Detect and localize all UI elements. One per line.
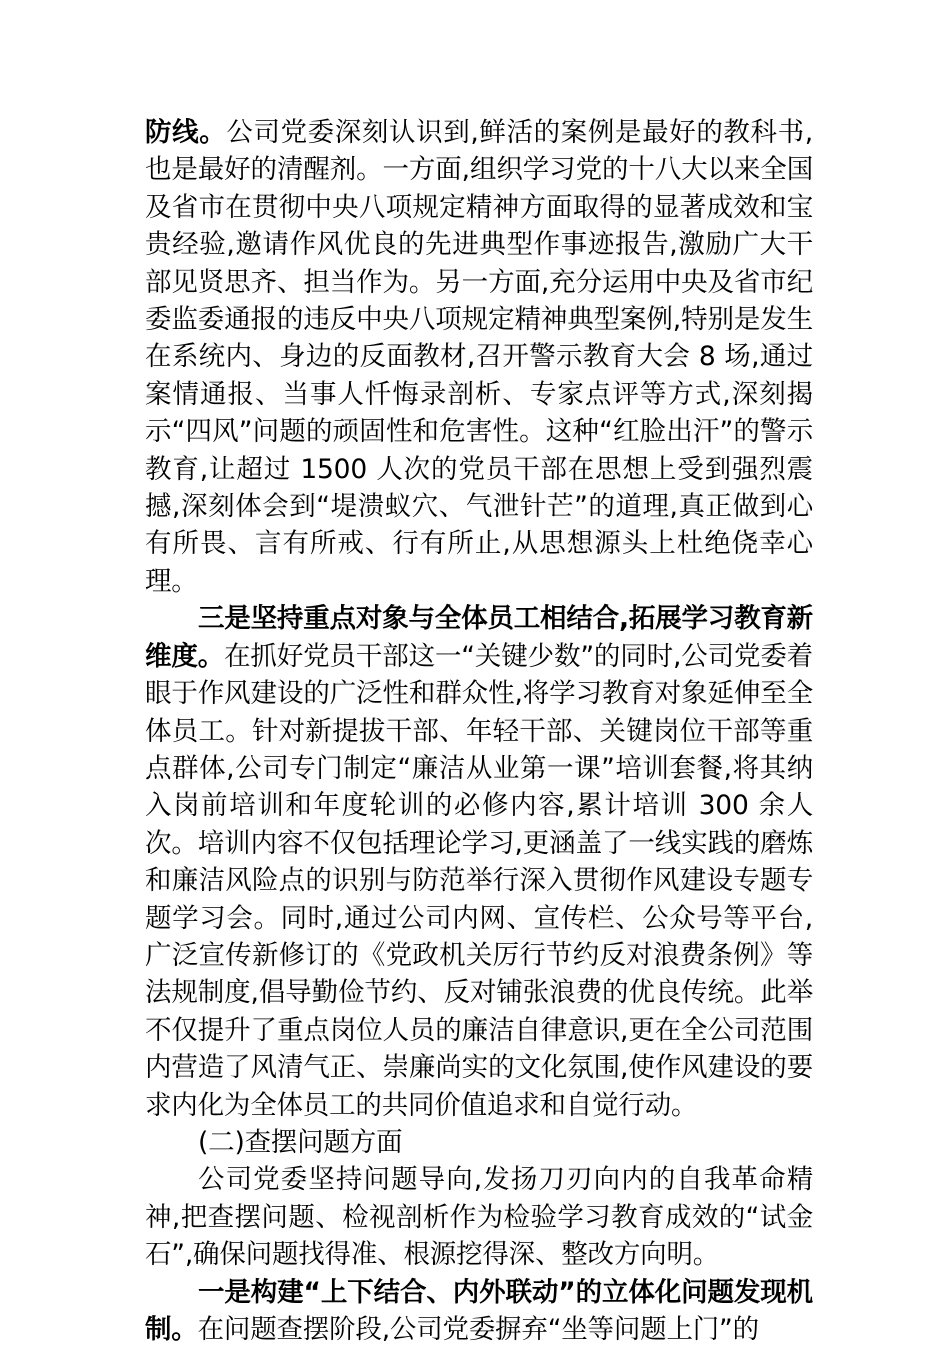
section-heading-text: (二)查摆问题方面 [198,1126,403,1158]
paragraph-3-body: 公司党委坚持问题导向,发扬刀刃向内的自我革命精神,把查摆问题、检视剖析作为检验学习教育成效的“试金石”,确保问题找得准、根源挖得深、整改方向明。 [145,1164,813,1271]
paragraph-4-lead: 一是构建“上下结合、内外联动”的立体化问题发现机制。 [145,1276,813,1345]
paragraph-2 [145,600,813,1124]
document-page [145,114,813,1348]
paragraph-1-body: 公司党委深刻认识到,鲜活的案例是最好的教科书,也是最好的清醒剂。一方面,组织学习党的十八大以来全国及省市在贯彻中央八项规定精神方面取得的显著成效和宝贵经验,邀请作风优良的先进典型作事迹报告,激励广大干部见贤思齐、担当作为。另一方面,充分运用中央及省市纪委监委通报的违反中央八项规定精神典型案例,特别是发生在系统内、身边的反面教材,召开警示教育大会 8 场,通过案情通报、当事人忏悔录剖析、专家点评等方式,深刻揭示“四风”问题的顽固性和危害性。这种“红脸出汗”的警示教育,让超过 1500 人次的党员干部在思想上受到强烈震撼,深刻体会到“堤溃蚁穴、气泄针芒”的道理,真正做到心有所畏、言有所戒、行有所止,从思想源头上杜绝侥幸心理。 [145,117,813,597]
paragraph-1 [145,114,813,600]
section-heading [145,1124,813,1161]
paragraph-2-lead: 三是坚持重点对象与全体员工相结合,拓展学习教育新维度。 [145,603,813,672]
paragraph-3 [145,1161,813,1273]
paragraph-4 [145,1274,813,1348]
paragraph-1-lead: 防线。 [145,117,227,148]
paragraph-4-body: 在问题查摆阶段,公司党委摒弃“坐等问题上门”的 [197,1314,759,1345]
paragraph-2-body: 在抓好党员干部这一“关键少数”的同时,公司党委着眼于作风建设的广泛性和群众性,将学习教育对象延伸至全体员工。针对新提拔干部、年轻干部、关键岗位干部等重点群体,公司专门制定“廉洁从业第一课”培训套餐,将其纳入岗前培训和年度轮训的必修内容,累计培训 300 余人次。培训内容不仅包括理论学习,更涵盖了一线实践的磨炼和廉洁风险点的识别与防范举行深入贯彻作风建设专题专题学习会。同时,通过公司内网、宣传栏、公众号等平台,广泛宣传新修订的《党政机关厉行节约反对浪费条例》等法规制度,倡导勤俭节约、反对铺张浪费的优良传统。此举不仅提升了重点岗位人员的廉洁自律意识,更在全公司范围内营造了风清气正、崇廉尚实的文化氛围,使作风建设的要求内化为全体员工的共同价值追求和自觉行动。 [145,640,813,1121]
